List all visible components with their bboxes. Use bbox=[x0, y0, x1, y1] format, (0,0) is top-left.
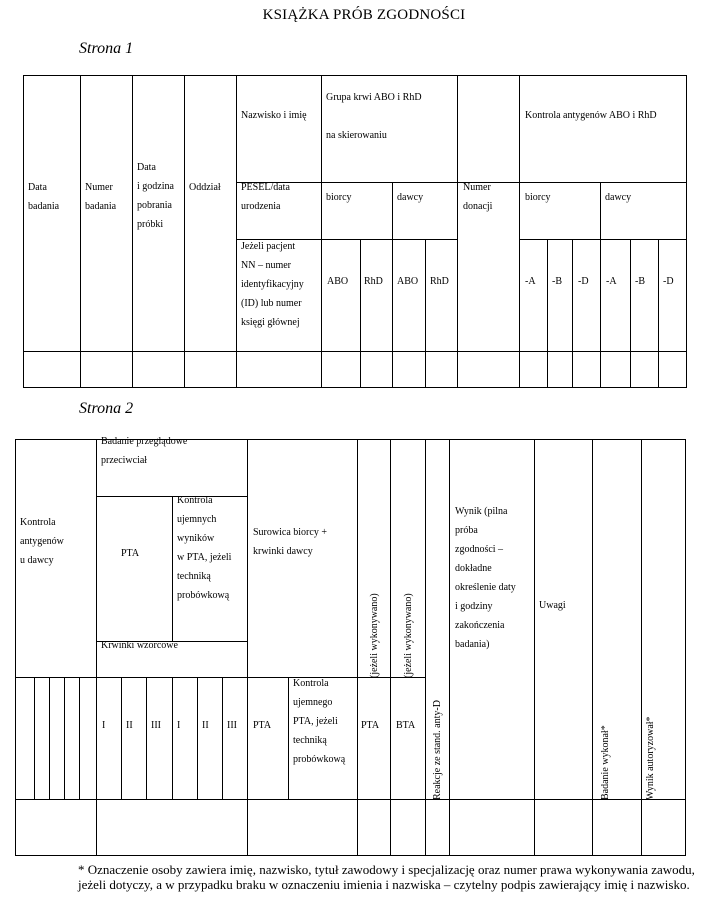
header-bta: BTA bbox=[396, 720, 416, 731]
header-cell-ii: II bbox=[126, 720, 133, 731]
header-kontrola-dawcy: dawcy bbox=[605, 192, 632, 203]
document-title: KSIĄŻKA PRÓB ZGODNOŚCI bbox=[262, 7, 466, 23]
page1-label: Strona 1 bbox=[79, 40, 134, 57]
header-numer-badania: Numer badania bbox=[85, 182, 117, 212]
header-pesel: PESEL/data urodzenia bbox=[241, 182, 290, 212]
header-grupa-krwi: Grupa krwi ABO i RhD na skierowaniu bbox=[326, 92, 422, 141]
header-kontrola-antygenow-dawcy: Kontrola antygenów u dawcy bbox=[20, 517, 64, 566]
header-badanie-wykonal: Badanie wykonał* bbox=[600, 725, 611, 800]
header-cell-iii: III bbox=[151, 720, 161, 731]
header-bta-jezeli-wykonywano: (jeżeli wykonywano) bbox=[403, 593, 414, 678]
header-rhd-dawcy: RhD bbox=[430, 276, 449, 287]
header-krwinki-wzorcowe: Krwinki wzorcowe bbox=[101, 640, 178, 651]
header-dawcy-anti-b: -B bbox=[635, 276, 645, 287]
header-control-cell-ii: II bbox=[202, 720, 209, 731]
footnote: * Oznaczenie osoby zawiera imię, nazwisko, tytuł zawodowy i specjalizację oraz numer prawa wykonywania zawodu, jeżeli dotyczy, a w przypadku braku w oznaczeniu imienia i nazwiska – czytelny podpis zawierający imię i nazwisko. bbox=[78, 862, 695, 892]
header-abo-dawcy: ABO bbox=[397, 276, 419, 287]
header-biorcy: biorcy bbox=[326, 192, 352, 203]
header-cell-i: I bbox=[102, 720, 106, 731]
header-pta-screening: PTA bbox=[121, 548, 140, 559]
header-uwagi: Uwagi bbox=[539, 600, 566, 611]
header-surowica-biorcy: Surowica biorcy + krwinki dawcy bbox=[253, 527, 327, 557]
header-pta-optional: PTA bbox=[361, 720, 380, 731]
header-biorcy-anti-a: -A bbox=[525, 276, 536, 287]
header-abo-biorcy: ABO bbox=[327, 276, 349, 287]
header-kontrola-antygenow: Kontrola antygenów ABO i RhD bbox=[525, 110, 657, 121]
header-wynik-pilna: Wynik (pilna próba zgodności – dokładne określenie daty i godziny zakończenia badania) bbox=[455, 506, 516, 650]
header-dawcy: dawcy bbox=[397, 192, 424, 203]
header-control-cell-i: I bbox=[177, 720, 181, 731]
header-kontrola-ujemnych: Kontrola ujemnych wyników w PTA, jeżeli techniką probówkową bbox=[177, 495, 232, 601]
header-data-badania: Data badania bbox=[28, 182, 60, 212]
header-kontrola-ujemnego: Kontrola ujemnego PTA, jeżeli techniką probówkową bbox=[293, 678, 346, 765]
header-wynik-autoryzowal: Wynik autoryzował* bbox=[645, 716, 656, 800]
header-badanie-przegladowe: Badanie przeglądowe przeciwciał bbox=[101, 436, 188, 466]
header-pta-crossmatch: PTA bbox=[253, 720, 272, 731]
header-dawcy-anti-a: -A bbox=[606, 276, 617, 287]
page2-label: Strona 2 bbox=[79, 400, 134, 417]
header-reakcje-anty-d: Reakcje ze stand. anty-D bbox=[432, 700, 443, 800]
header-rhd-biorcy: RhD bbox=[364, 276, 383, 287]
header-kontrola-biorcy: biorcy bbox=[525, 192, 551, 203]
header-biorcy-anti-b: -B bbox=[552, 276, 562, 287]
header-pacjent-nn: Jeżeli pacjent NN – numer identyfikacyjny (ID) lub numer księgi głównej bbox=[241, 241, 304, 328]
header-dawcy-anti-d: -D bbox=[663, 276, 674, 287]
header-nazwisko-imie: Nazwisko i imię bbox=[241, 110, 307, 121]
header-numer-donacji: Numer donacji bbox=[463, 182, 493, 212]
header-control-cell-iii: III bbox=[227, 720, 237, 731]
header-data-pobrania: Data i godzina pobrania próbki bbox=[137, 162, 174, 230]
header-biorcy-anti-d: -D bbox=[578, 276, 589, 287]
header-pta-jezeli-wykonywano: (jeżeli wykonywano) bbox=[369, 593, 380, 678]
header-oddzial: Oddział bbox=[189, 182, 221, 193]
